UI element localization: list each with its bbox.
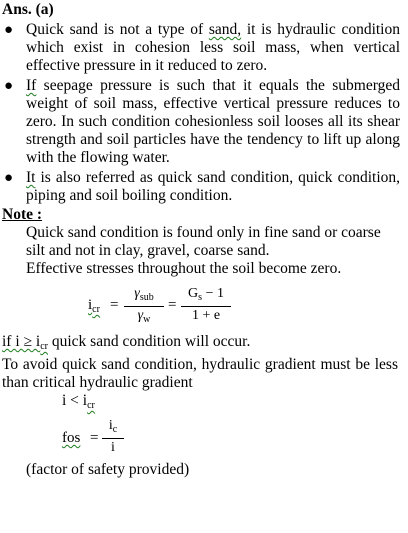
bullet-text: It is also referred as quick sand condition, quick condition, piping and soil boiling condition. bbox=[26, 169, 400, 204]
gradient-text: To avoid quick sand condition, hydraulic gradient must be less than critical hydraulic gradient bbox=[2, 356, 398, 391]
fos-lhs: fos bbox=[62, 430, 81, 446]
bullet-dot-icon: ● bbox=[4, 78, 14, 94]
fos-fraction: $\frac{i_c}{i}$ bbox=[102, 417, 124, 456]
gs-fraction: $\frac{G_s - 1}{1 + e}$ bbox=[181, 285, 231, 324]
factor-text: (factor of safety provided) bbox=[26, 461, 190, 478]
note-line: Effective stresses throughout the soil become zero. bbox=[26, 260, 342, 277]
answer-page bbox=[2, 0, 404, 479]
formula-equals: = bbox=[168, 297, 177, 313]
condition-line: if $i \ge i_{cr}$ quick sand condition will occur. bbox=[2, 333, 251, 352]
inequality-block bbox=[2, 392, 404, 415]
bullet-item bbox=[2, 77, 404, 167]
answer-label: Ans. (a) bbox=[2, 1, 54, 18]
bullet-text: If seepage pressure is such that it equals the submerged weight of soil mass, effective vertical pressure reduces to zero. In such condition cohesionless soil looses all its shear strength and soil particles have the tendency to lift up along with the flowing water. bbox=[26, 77, 400, 166]
gamma-fraction: $\gamma_{sub}$ $\gamma_w$ bbox=[124, 285, 164, 328]
bullet-item bbox=[2, 21, 404, 75]
inequality: $i < i_{cr}$ bbox=[62, 392, 95, 411]
bullet-dot-icon: ● bbox=[4, 170, 14, 186]
bullet-text: Quick sand is not a type of sand, it is hydraulic condition which exist in cohesion less soil mass, when vertical effective pressure in it reduced to zero. bbox=[26, 21, 400, 74]
note-label: Note : bbox=[2, 206, 43, 223]
note-line: Quick sand condition is found only in fine sand or coarse silt and not in clay, gravel, coarse sand. bbox=[26, 224, 381, 259]
formula-equals: = bbox=[90, 430, 99, 446]
bullet-list bbox=[2, 21, 404, 205]
note-block bbox=[2, 224, 404, 332]
formula-equals: = bbox=[110, 297, 119, 313]
formula-lhs: $i_{cr}$ bbox=[88, 297, 100, 315]
factor-of-safety-formula bbox=[2, 417, 404, 461]
bullet-item bbox=[2, 169, 404, 205]
bullet-dot-icon: ● bbox=[4, 22, 14, 38]
critical-gradient-formula bbox=[26, 282, 398, 332]
factor-block bbox=[2, 461, 404, 479]
